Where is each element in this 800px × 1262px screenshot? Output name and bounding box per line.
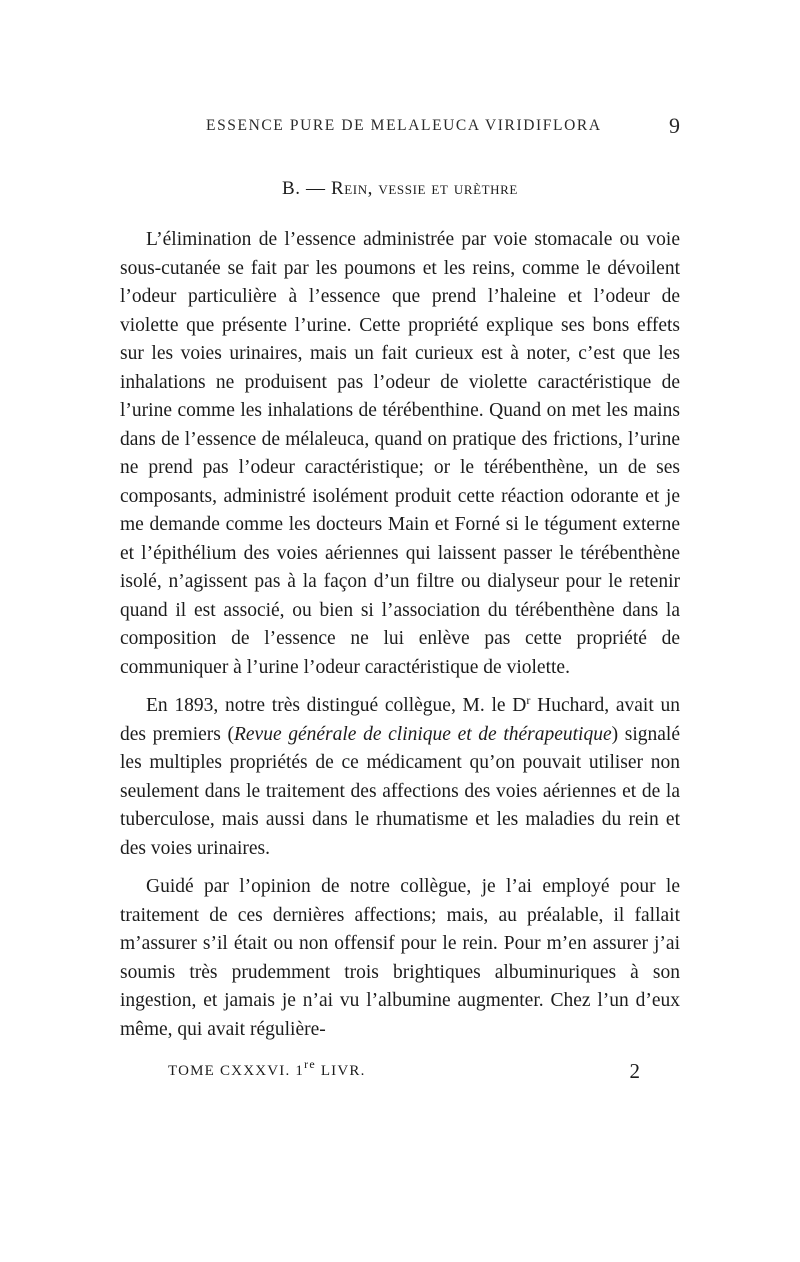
volume-signature xyxy=(168,1057,366,1080)
doctor-superscript: r xyxy=(526,693,531,707)
section-heading xyxy=(120,178,680,200)
sheet-number: 2 xyxy=(629,1059,640,1083)
paragraph-guide: Guidé par l’opinion de notre collègue, je l’ai employé pour le traitement de ces dernières affections; mais, au préalable, il fallait m’assurer s’il était ou non offensif pour le rein. Pour m’en assurer j’ai soumis très prudemment trois brightiques albuminuriques à son ingestion, et jamais je n’ai vu l’albumine augmenter. Chez l’un d’eux même, qui avait régulière- xyxy=(120,876,680,1040)
running-head xyxy=(120,113,680,139)
livraison-number: 1 xyxy=(295,1063,305,1079)
body-text xyxy=(120,226,680,1054)
livraison-label: LIVR. xyxy=(320,1063,366,1079)
page-number: 9 xyxy=(669,113,680,138)
section-title: Rein, vessie et urèthre xyxy=(330,178,518,199)
huchard-text-middle: Huchard, avait un des premiers ( xyxy=(120,695,680,745)
page-footer xyxy=(120,1057,680,1087)
paragraph-elimination: L’élimination de l’essence administrée par voie stomacale ou voie sous-cutanée se fait par les poumons et les reins, comme le dévoilent l’odeur particulière à l’essence que prend l’haleine et l’odeur de violette que présente l’urine. Cette propriété explique ses bons effets sur les voies urinaires, mais un fait curieux est à noter, c’est que les inhalations ne produisent pas l’odeur de violette caractéristique de l’urine comme les inhalations de térébenthine. Quand on met les mains dans de l’essence de mélaleuca, quand on pratique des frictions, l’urine ne prend pas l’odeur caractéristique; or le térébenthène, un de ses composants, administré isolément produit cette réaction odorante et je me demande comme les docteurs Main et Forné si le tégument externe et l’épithélium des voies aériennes qui laissent passer le térébenthène isolé, n’agissent pas à la façon d’un filtre ou dialyseur pour le retenir quand il est associé, ou bien si l’association du térébenthène dans la composition de l’essence ne lui enlève pas cette propriété de communiquer à l’urine l’odeur caractéristique de violette. xyxy=(120,229,680,678)
huchard-text-end: ) signalé les multiples propriétés de ce médicament qu’on pouvait utiliser non seulement dans le traitement des affections des voies aériennes et de la tuberculose, mais aussi dans le rhumatisme et les maladies du rein et des voies urinaires. xyxy=(120,723,681,859)
running-title: ESSENCE PURE DE MELALEUCA VIRIDIFLORA xyxy=(206,117,602,134)
paragraph-huchard xyxy=(120,692,680,863)
livraison-superscript: re xyxy=(304,1057,316,1071)
huchard-text-start: En 1893, notre très distingué collègue, M. le D xyxy=(146,695,527,716)
journal-title: Revue générale de clinique et de thérapeutique xyxy=(233,723,612,745)
section-label: B. — xyxy=(282,178,326,199)
volume-label: TOME CXXXVI. xyxy=(168,1063,291,1079)
